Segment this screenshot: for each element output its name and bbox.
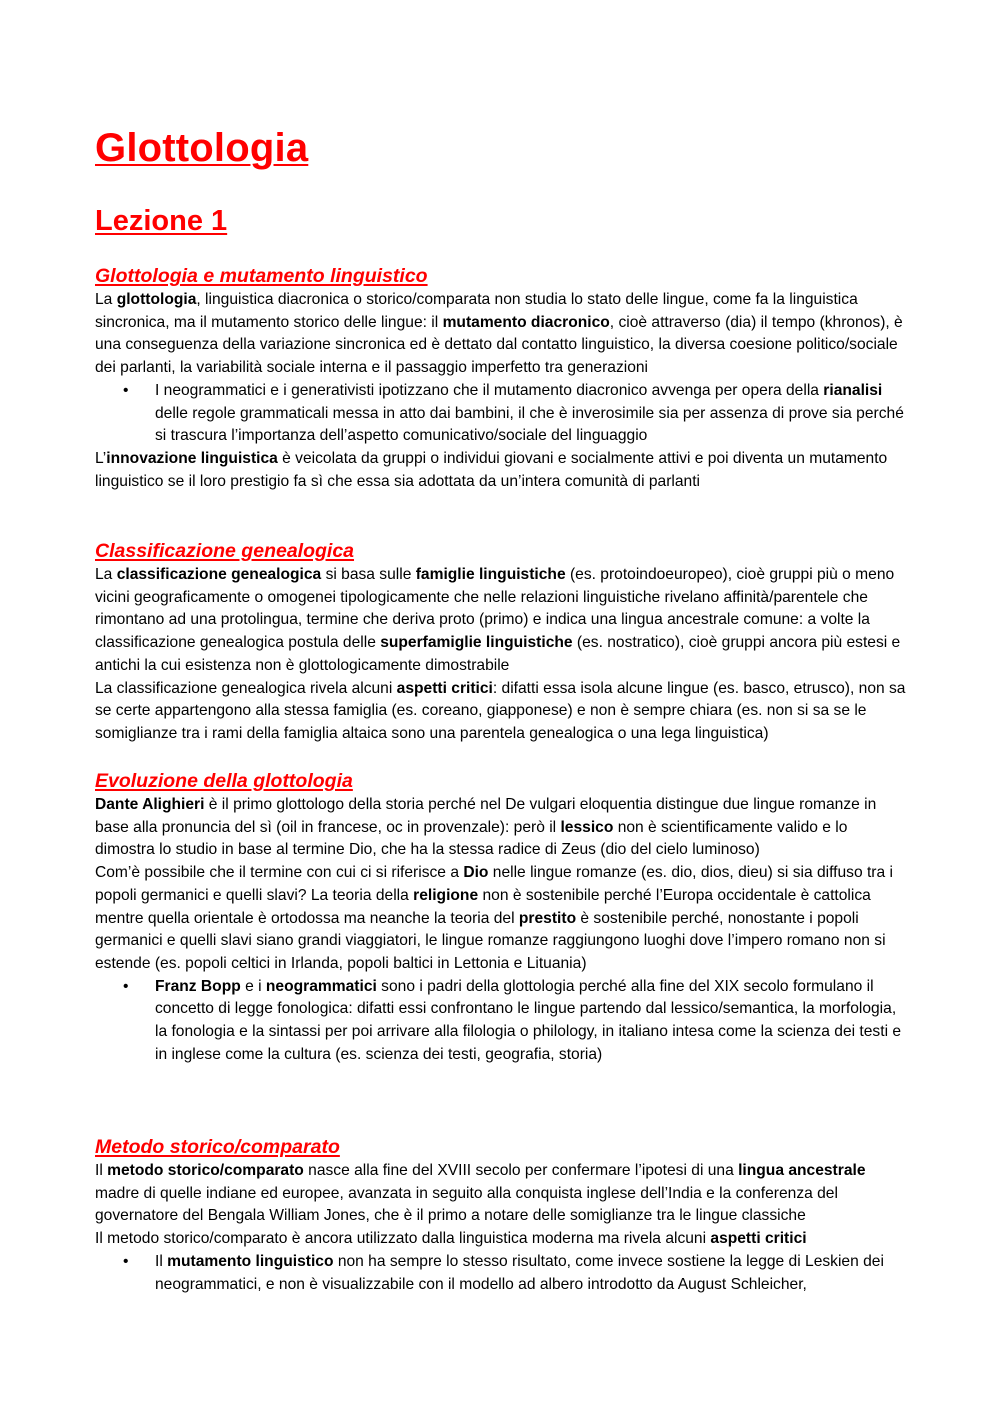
bullet-list [95, 1251, 910, 1296]
list-item: • I neogrammatici e i generativisti ipotizzano che il mutamento diacronico avvenga per opera della rianalisi delle regole grammaticali messa in atto dai bambini, il che è inverosimile sia per assenza di prove sia perché si trascura l’importanza dell’aspetto comunicativo/sociale del linguaggio [123, 381, 904, 445]
list-item: • Il mutamento linguistico non ha sempre lo stesso risultato, come invece sostiene la legge di Leskien dei neogrammatici, e non è visualizzabile con il modello ad albero introdotto da August Schleicher, [123, 1252, 884, 1293]
section-heading: Classificazione genealogica [95, 540, 355, 562]
bold-term: aspetti critici [710, 1230, 807, 1248]
paragraph: La classificazione genealogica si basa sulle famiglie linguistiche (es. protoindoeuropeo), cioè gruppi più o meno vicini geograficamente o omogenei tipologicamente che nelle relazioni linguistiche rivelano affinità/parentele che rimontano ad una protolingua, termine che deriva proto (primo) e indica una lingua ancestrale comune: a volte la classificazione genealogica postula delle superfamiglie linguistiche (es. nostratico), cioè gruppi ancora più estesi e antichi la cui esistenza non è glottologicamente dimostrabile [95, 566, 901, 674]
paragraph: Il metodo storico/comparato è ancora utilizzato dalla linguistica moderna ma rivela alcuni aspetti critici [95, 1230, 807, 1248]
bold-term: mutamento diacronico [442, 313, 610, 331]
bullet-list [95, 976, 910, 1067]
section-metodo-storico-comparato [95, 1135, 910, 1296]
section-heading: Metodo storico/comparato [95, 1136, 340, 1158]
paragraph: Il metodo storico/comparato nasce alla fine del XVIII secolo per confermare l’ipotesi di una lingua ancestrale madre di quelle indiane ed europee, avanzata in seguito alla conquista inglese dell’India e la conferenza del governatore del Bengala William Jones, che è il primo a notare delle somiglianze tra le lingue classiche [95, 1162, 866, 1225]
bold-term: prestito [518, 909, 577, 927]
section-classificazione-genealogica [95, 539, 910, 746]
paragraph: La glottologia, linguistica diacronica o storico/comparata non studia lo stato delle lingue, come fa la linguistica sincronica, ma il mutamento storico delle lingue: il mutamento diacronico, cioè attraverso (dia) il tempo (khronos), è una conseguenza della variazione sincronica ed è dettato dal contatto linguistico, la diversa coesione politico/sociale dei parlanti, la variabilità sociale interna e il passaggio imperfetto tra generazioni [95, 291, 903, 377]
bold-term: rianalisi [823, 381, 883, 399]
list-item: • Franz Bopp e i neogrammatici sono i padri della glottologia perché alla fine del XIX secolo formulano il concetto di legge fonologica: difatti essi confrontano le lingue partendo dal lessico/semantica, la morfologia, la fonologia e la sintassi per poi arrivare alla filologia o philology, in italiano intesa come la scienza dei testi e in inglese come la cultura (es. scienza dei testi, geografia, storia) [123, 977, 902, 1063]
bullet-icon: • [123, 1252, 129, 1270]
bold-term: metodo storico/comparato [107, 1162, 304, 1179]
paragraph: La classificazione genealogica rivela alcuni aspetti critici: difatti essa isola alcune lingue (es. basco, etrusco), non sa se certe appartengono alla stessa famiglia (es. coreano, giapponese) e non è sempre chiara (es. non si sa se le somiglianze tra i rami della famiglia altaica sono una parentela genealogica o una lega linguistica) [95, 679, 906, 742]
lesson-heading: Lezione 1 [95, 205, 228, 237]
bullet-list [95, 380, 910, 448]
document-title: Glottologia [95, 126, 309, 170]
paragraph: Dante Alighieri è il primo glottologo della storia perché nel De vulgari eloquentia distingue due lingue romanze in base alla pronuncia del sì (oil in francese, oc in provenzale): però il lessico non è scientificamente valido e lo dimostra lo studio in base al termine Dio, che ha la stessa radice di Zeus (dio del cielo luminoso) [95, 796, 877, 859]
bold-term: Franz Bopp [155, 977, 241, 995]
section-heading: Evoluzione della glottologia [95, 770, 353, 792]
paragraph: L’innovazione linguistica è veicolata da gruppi o individui giovani e socialmente attivi e poi diventa un mutamento linguistico se il loro prestigio fa sì che essa sia adottata da un’intera comunità di parlanti [95, 449, 888, 490]
bold-term: Dante Alighieri [95, 796, 205, 813]
bold-term: lingua ancestrale [738, 1162, 866, 1179]
bold-term: lessico [560, 818, 614, 836]
bold-term: superfamiglie linguistiche [380, 634, 573, 652]
bold-term: mutamento linguistico [167, 1252, 334, 1270]
bold-term: innovazione linguistica [106, 449, 278, 467]
section-heading: Glottologia e mutamento linguistico [95, 265, 428, 287]
bullet-icon: • [123, 381, 129, 399]
bullet-icon: • [123, 977, 129, 995]
bold-term: famiglie linguistiche [415, 566, 566, 583]
bold-term: religione [413, 886, 479, 904]
bold-term: Dio [463, 864, 489, 882]
paragraph: Com’è possibile che il termine con cui ci si riferisce a Dio nelle lingue romanze (es. dio, dios, dieu) si sia diffuso tra i popoli germanici e quelli slavi? La teoria della religione non è sostenibile perché l’Europa occidentale è cattolica mentre quella orientale è ortodossa ma neanche la teoria del prestito è sostenibile perché, nonostante i popoli germanici e quelli slavi siano grandi viaggiatori, le lingue romanze raggiungono luoghi dove l’impero romano non si estende (es. popoli celtici in Irlanda, popoli baltici in Lettonia e Lituania) [95, 864, 893, 972]
bold-term: classificazione genealogica [116, 566, 322, 583]
section-glottologia-mutamento [95, 264, 910, 493]
bold-term: aspetti critici [396, 679, 493, 697]
bold-term: glottologia [116, 291, 197, 308]
bold-term: neogrammatici [265, 977, 377, 995]
section-evoluzione-glottologia [95, 769, 910, 1066]
